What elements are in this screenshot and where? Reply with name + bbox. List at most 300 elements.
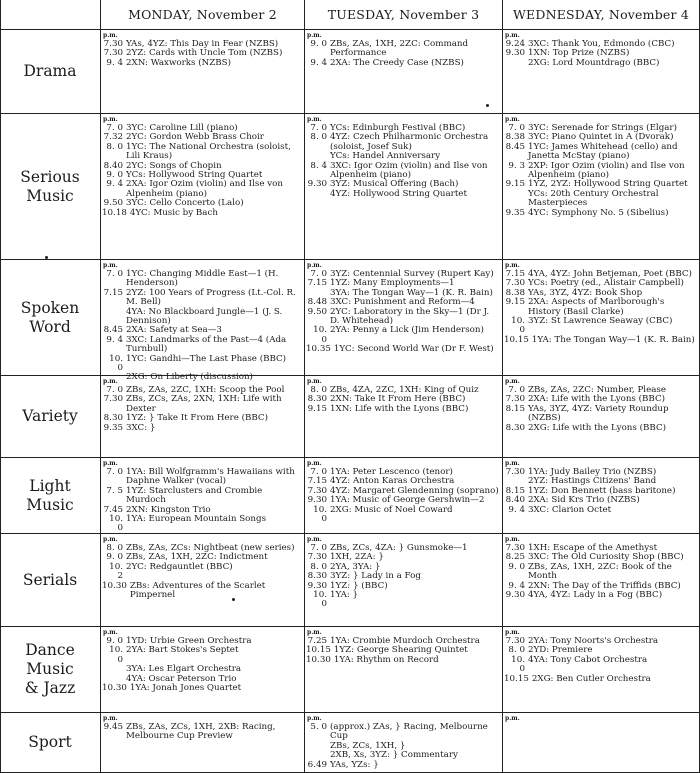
schedule-cell (102, 379, 302, 455)
programme-text: 4YZ: Anton Karas Orchestra (330, 476, 455, 487)
programme-time: 8.30 (307, 571, 327, 582)
programme-entry (504, 563, 697, 582)
programme-text: 4YZ: Czech Philharmonic Orchestra (soloist, Josef Suk) (330, 132, 489, 152)
programme-time: 10.15 (504, 334, 529, 345)
category-text (23, 62, 76, 81)
programme-text: 1YA: Rhythm on Record (333, 654, 439, 665)
pm-marker: p.m. (505, 536, 520, 543)
programme-time: 9.35 (505, 207, 525, 218)
programme-time: 7.30 (307, 552, 327, 563)
grid-line (0, 29, 700, 30)
programme-entry (306, 162, 500, 181)
schedule-cell (504, 33, 697, 111)
programme-time: 10. 0 (313, 590, 327, 610)
programme-entry (504, 656, 697, 675)
programme-text: 3YC: Cello Concerto (Lalo) (126, 198, 244, 209)
programme-time: 7. 0 (106, 269, 123, 279)
programme-text: YAs, 4YZ: This Day in Fear (NZBS) (126, 39, 279, 49)
programme-entry (504, 209, 697, 218)
programme-text: 1YA: Jonah Jones Quartet (129, 683, 242, 694)
programme-time: 10. 0 (109, 514, 123, 534)
programme-entry (504, 317, 697, 336)
programme-entry (102, 684, 302, 693)
programme-text: 2XN: The Day of the Triffids (BBC) (528, 580, 681, 591)
programme-time: 7.30 (505, 278, 525, 289)
programme-text: (approx.) ZAs, } Racing, Melbourne Cup (330, 722, 488, 742)
pm-marker: p.m. (103, 262, 118, 269)
programme-time: 7.15 (307, 476, 327, 487)
programme-text: 1YA: Judy Bailey Trio (NZBS) (528, 467, 657, 477)
pm-marker: p.m. (103, 32, 118, 39)
programme-text: 3YC: Piano Quintet in A (Dvorak) (528, 132, 674, 143)
schedule-cell (306, 263, 500, 373)
programme-entry (102, 355, 302, 374)
programme-text: 2YC: Redgauntlet (BBC) (126, 561, 233, 572)
category-label (0, 713, 100, 772)
grid-line (0, 626, 700, 627)
programme-text: 2XG: Lord Mountdrago (BBC) (528, 57, 660, 68)
programme-time: 9.30 (307, 495, 327, 506)
programme-time: 10. 0 (109, 645, 123, 665)
programme-text: 2XP: Igor Ozim (violin) and Ilse von Alpenheim (piano) (528, 160, 685, 181)
day-header-wednesday: WEDNESDAY, November 4 (512, 7, 690, 22)
category-text (22, 407, 78, 426)
programme-time: 9. 0 (106, 636, 123, 646)
programme-entry (102, 582, 302, 601)
programme-time: 6.49 (307, 759, 327, 770)
programme-entry (306, 405, 500, 414)
programme-text: 2XN: Waxworks (NZBS) (126, 57, 231, 68)
programme-time: 10. 0 (313, 504, 327, 525)
programme-text: 4YZ: Margaret Glendenning (soprano) (330, 485, 499, 496)
category-text (23, 571, 77, 590)
category-line: Variety (22, 407, 78, 425)
programme-time: 10.30 (306, 654, 331, 665)
pm-marker: p.m. (307, 536, 322, 543)
programme-time: 10. 0 (313, 325, 327, 345)
programme-time: 9. 0 (106, 552, 123, 563)
programme-time: 7.30 (505, 543, 525, 553)
programme-text: 2XA: Safety at Sea—3 (126, 325, 222, 336)
grid-line (0, 259, 700, 260)
programme-time: 8.45 (505, 141, 525, 152)
programme-text: YCs: Hollywood String Quartet (126, 170, 263, 181)
category-text (21, 299, 79, 337)
programme-entry (306, 723, 500, 742)
programme-text: 3YC: Caroline Lill (piano) (126, 123, 238, 133)
programme-entry (306, 761, 500, 770)
pm-marker: p.m. (103, 378, 118, 385)
programme-text: 2YZ: 100 Years of Progress (Lt.-Col. R. M. Bell) (126, 287, 296, 308)
programme-text: YAs, YZs: } (330, 759, 379, 770)
programme-text: 4YA, 4YZ: John Betjeman, Poet (BBC) (528, 269, 692, 279)
grid-line (0, 712, 700, 713)
schedule-cell (306, 33, 500, 111)
programme-text: 1XN: Top Prize (NZBS) (528, 48, 630, 59)
programme-text: 3XC: } (126, 422, 156, 433)
programme-time: 9.15 (505, 297, 525, 308)
pm-marker: p.m. (103, 116, 118, 123)
schedule-cell (306, 716, 500, 770)
programme-text: 1YA: Peter Lescenco (tenor) (330, 467, 453, 477)
programme-time: 7.30 (103, 48, 123, 59)
schedule-cell (102, 630, 302, 710)
schedule-cell (102, 33, 302, 111)
schedule-cell (102, 460, 302, 534)
programme-time: 10. 0 (109, 353, 123, 374)
programme-text: 2XG: Music of Noel Coward (330, 504, 453, 515)
pm-marker: p.m. (505, 715, 520, 722)
programme-text: 2XB, Xs, 3YZ: } Commentary (330, 750, 458, 761)
programme-time: 8.30 (505, 422, 525, 433)
programme-entry (102, 289, 302, 308)
schedule-cell (504, 263, 697, 373)
programme-time: 8.30 (307, 394, 327, 405)
programme-time: 9.15 (307, 403, 327, 414)
programme-text: 2XN: Take It From Here (BBC) (330, 394, 466, 405)
programme-entry (102, 424, 302, 433)
programme-text: 4YZ: Hollywood String Quartet (330, 188, 467, 199)
programme-time: 7.30 (103, 394, 123, 405)
programme-entry (504, 591, 697, 600)
programme-entry (102, 723, 302, 742)
programme-time: 8. 0 (106, 141, 123, 152)
programme-time: 7.30 (505, 394, 525, 405)
programme-entry (504, 143, 697, 162)
programme-text: ZBs, ZAs, 2ZC: Number, Please (528, 385, 666, 395)
programme-time: 9. 4 (310, 57, 327, 68)
programme-text: 1YC: Changing Middle East—1 (H. Henderson) (126, 269, 279, 289)
programme-time: 9.45 (103, 722, 123, 732)
programme-time: 7.45 (103, 504, 123, 515)
programme-text: 2XG: Life with the Lyons (BBC) (528, 422, 666, 433)
programme-time: 7.30 (307, 485, 327, 496)
programme-entry (102, 336, 302, 355)
programme-entry (102, 487, 302, 506)
programme-time: 8. 4 (310, 160, 327, 171)
programme-text: 3XC: The Old Curiosity Shop (BBC) (528, 552, 684, 563)
programme-text: 3XC: Punishment and Reform—4 (330, 297, 475, 308)
programme-text: 4YA: Tony Cabot Orchestra (528, 654, 648, 665)
programme-text: ZBs, 4ZA, 2ZC, 1XH: King of Quiz (330, 385, 479, 395)
programme-time: 10. 2 (109, 561, 123, 582)
category-label (0, 30, 100, 113)
programme-time: 7. 0 (106, 123, 123, 133)
pm-marker: p.m. (307, 378, 322, 385)
programme-time: 9. 4 (106, 334, 123, 345)
schedule-cell (306, 379, 500, 455)
programme-text: 2XN: Kingston Trio (126, 504, 211, 515)
programme-time: 7.15 (505, 269, 525, 279)
programme-entry (504, 162, 697, 181)
programme-text: 1YZ: } Take It From Here (BBC) (126, 413, 268, 424)
programme-text: YAs, 3YZ, 4YZ: Variety Roundup (NZBS) (528, 403, 669, 424)
schedule-cell (306, 461, 500, 531)
programme-text: 4YC: Music by Bach (129, 207, 218, 218)
programme-text: 1YD: Urbie Green Orchestra (126, 636, 252, 646)
programme-entry (102, 143, 302, 162)
programme-text: 3XC: Landmarks of the Past—4 (Ada Turnbull) (126, 334, 287, 355)
programme-time: 8.48 (307, 297, 327, 308)
programme-time: 9.35 (103, 422, 123, 433)
programme-text: 2XA: Aspects of Marlborough's History (Basil Clarke) (528, 297, 665, 317)
category-line: Music (26, 186, 74, 205)
pm-marker: p.m. (103, 715, 118, 722)
schedule-cell (102, 117, 302, 257)
programme-time: 10.30 (102, 580, 127, 591)
programme-text: 1YC: James Whitehead (cello) and Janetta McStay (piano) (528, 141, 678, 162)
schedule-cell (306, 537, 500, 624)
programme-time: 10.15 (504, 673, 529, 684)
programme-text: 1YA: Bill Wolfgramm's Hawaiians with Daphne Walker (vocal) (126, 467, 295, 487)
programme-time: 8. 0 (310, 385, 327, 395)
programme-time: 9.30 (307, 580, 327, 591)
programme-time: 8. 0 (508, 645, 525, 656)
programme-time: 5. 0 (310, 722, 327, 732)
programme-text: 2YC: Laboratory in the Sky—1 (Dr J. D. Whitehead) (330, 306, 490, 327)
category-label (0, 376, 100, 457)
programme-time: 7. 0 (310, 467, 327, 477)
programme-time: 7. 0 (508, 123, 525, 133)
programme-text: 3YA: The Tongan Way—1 (K. R. Bain) (330, 287, 493, 298)
programme-text: 2XA: Life with the Lyons (BBC) (528, 394, 666, 405)
programme-time: 9. 4 (508, 504, 525, 515)
programme-time: 8. 0 (310, 561, 327, 572)
programme-text: 2YA: Tony Noorts's Orchestra (528, 636, 659, 646)
pm-marker: p.m. (307, 715, 322, 722)
schedule-cell (504, 537, 697, 624)
programme-time: 7.30 (505, 467, 525, 477)
programme-text: 3XC: Thank You, Edmondo (CBC) (528, 39, 675, 49)
programme-entry (504, 59, 697, 68)
programme-text: ZBs, ZAs, ZCs, 1XH, 2XB: Racing, Melbourne Cup Preview (126, 722, 276, 742)
programme-entry (102, 59, 302, 68)
schedule-cell (306, 630, 500, 710)
programme-entry (102, 395, 302, 414)
programme-text: 3YC: Serenade for Strings (Elgar) (528, 123, 677, 133)
programme-text: 1XH, 2ZA: } (330, 552, 384, 563)
programme-entry (306, 308, 500, 327)
programme-time: 8.15 (505, 403, 525, 414)
programme-text: 1YZ: Starclusters and Crombie Murdoch (126, 485, 263, 506)
programme-text: 1YC: Gandhi—The Last Phase (BBC) (126, 353, 287, 364)
category-line: Serious (20, 167, 80, 186)
grid-line (304, 0, 305, 773)
programme-time: 9.15 (505, 179, 525, 190)
programme-time: 7. 0 (310, 543, 327, 553)
programme-text: 2XG: On Liberty (discussion) (126, 372, 253, 383)
programme-time: 7. 0 (106, 385, 123, 395)
programme-time: 8.45 (103, 325, 123, 336)
programme-entry (306, 190, 500, 199)
programme-entry (306, 59, 500, 68)
programme-time: 8.30 (103, 413, 123, 424)
programme-text: 1YZ: Don Bennett (bass baritone) (528, 485, 676, 496)
programme-text: 1YA: } (330, 590, 359, 601)
programme-text: 1YA: The Tongan Way—1 (K. R. Bain) (531, 334, 695, 345)
programme-text: 4YA, 4YZ: Lady in a Fog (BBC) (528, 590, 663, 601)
pm-marker: p.m. (505, 378, 520, 385)
programme-text: YAs, 3YZ, 4YZ: Book Shop (528, 287, 643, 298)
programme-text: ZBs, ZAs, ZCs: Nightbeat (new series) (126, 543, 295, 553)
category-line: Word (29, 317, 71, 336)
schedule-cell (504, 461, 697, 531)
programme-time: 9. 0 (508, 561, 525, 572)
programme-entry (504, 190, 697, 209)
category-label (0, 534, 100, 626)
programme-text: 3XC: Igor Ozim (violin) and Ilse von Alpenheim (piano) (330, 160, 488, 181)
pm-marker: p.m. (505, 116, 520, 123)
schedule-cell (504, 716, 697, 770)
programme-entry (504, 298, 697, 317)
programme-text: 3YZ: } Lady in a Fog (330, 571, 421, 582)
programme-time: 7. 0 (310, 269, 327, 279)
programme-text: 1YA: European Mountain Songs (126, 514, 267, 525)
programme-text: 1XH: Escape of the Amethyst (528, 543, 658, 553)
category-label (0, 458, 100, 533)
pm-marker: p.m. (505, 460, 520, 467)
programme-time: 9. 4 (106, 57, 123, 68)
programme-time: 9.50 (307, 306, 327, 317)
programme-text: 1YZ, 2YZ: Hollywood String Quartet (528, 179, 688, 190)
programme-text: ZBs, ZCs, ZAs, 2XN, 1XH: Life with Dexter (126, 394, 282, 414)
programme-entry (306, 40, 500, 59)
day-header-monday: MONDAY, November 2 (128, 7, 277, 22)
programme-text: 2XA: The Creedy Case (NZBS) (330, 57, 464, 68)
pm-marker: p.m. (505, 262, 520, 269)
programme-entry (102, 646, 302, 665)
category-text (28, 733, 72, 752)
category-text (20, 168, 79, 206)
category-line: Music (26, 660, 74, 678)
category-line: Music (26, 495, 74, 514)
programme-entry (504, 675, 697, 684)
grid-line (502, 0, 503, 773)
programme-text: 1YZ: George Shearing Quintet (333, 645, 468, 656)
programme-text: 3YA: Les Elgart Orchestra (126, 664, 242, 675)
programme-entry (306, 345, 500, 354)
programme-entry (306, 591, 500, 610)
programme-time: 10. 0 (511, 654, 525, 675)
programme-entry (504, 405, 697, 424)
programme-time: 10.18 (102, 207, 127, 218)
programme-text: 2YA, 3YA: } (330, 561, 381, 572)
programme-text: 1YZ: } (BBC) (330, 580, 388, 591)
category-label (0, 114, 100, 259)
programme-text: 4YC: Symphony No. 5 (Sibelius) (528, 207, 669, 218)
programme-text: 2YA: Penny a Lick (Jim Henderson) (330, 325, 484, 336)
schedule-cell (306, 117, 500, 257)
category-line: Sport (28, 733, 72, 751)
programme-time: 8.38 (505, 287, 525, 298)
programme-text: 3XC: Clarion Octet (528, 504, 612, 515)
programme-time: 9. 4 (106, 179, 123, 190)
schedule-cell (504, 630, 697, 710)
programme-text: 3YZ: Centennial Survey (Rupert Kay) (330, 269, 494, 279)
programme-entry (504, 424, 697, 433)
programme-entry (102, 563, 302, 582)
schedule-cell (102, 537, 302, 624)
programme-time: 8.40 (103, 160, 123, 171)
category-text (26, 477, 73, 515)
programme-time: 7.30 (505, 636, 525, 646)
programme-entry (102, 180, 302, 199)
programme-time: 9. 3 (508, 160, 525, 171)
schedule-cell (504, 379, 697, 455)
programme-text: 1YA: Music of George Gershwin—2 (330, 495, 485, 506)
programme-text: 2XA: Sid Krs Trio (NZBS) (528, 495, 640, 506)
programme-entry (306, 326, 500, 345)
category-line: & Jazz (24, 679, 76, 697)
programme-time: 8. 0 (106, 543, 123, 553)
programme-text: 4YA: Oscar Peterson Trio (126, 673, 237, 684)
programme-entry (102, 515, 302, 534)
programme-entry (306, 656, 500, 665)
programme-text: 1YZ: Many Employments—1 (330, 278, 455, 289)
pm-marker: p.m. (307, 116, 322, 123)
programme-time: 7.30 (103, 39, 123, 49)
programme-time: 7.32 (103, 132, 123, 143)
programme-text: YCs: Poetry (ed., Alistair Campbell) (528, 278, 684, 289)
programme-entry (306, 506, 500, 525)
programme-time: 7. 5 (106, 485, 123, 496)
category-line: Light (29, 476, 71, 495)
programme-text: ZBs: Adventures of the Scarlet Pimpernel (129, 580, 266, 601)
programme-entry (306, 133, 500, 152)
programme-time: 7.15 (103, 287, 123, 298)
programme-text: 1YA: Crombie Murdoch Orchestra (330, 636, 480, 646)
programme-time: 8.38 (505, 132, 525, 143)
programme-time: 9. 4 (508, 580, 525, 591)
programme-text: 2YZ: Hastings Citizens' Band (528, 476, 657, 487)
grid-line (100, 0, 101, 773)
schedule-cell (102, 262, 302, 383)
programme-text: 2YC: Gordon Webb Brass Choir (126, 132, 264, 143)
pm-marker: p.m. (103, 536, 118, 543)
programme-time: 9.30 (505, 590, 525, 601)
category-line: Drama (23, 62, 77, 80)
programme-time: 9. 0 (106, 170, 123, 181)
programme-time: 7.15 (307, 278, 327, 289)
programme-entry (102, 209, 302, 218)
category-line: Spoken (20, 298, 80, 317)
programme-time: 8.15 (505, 485, 525, 496)
pm-marker: p.m. (307, 460, 322, 467)
programme-time: 9.30 (307, 179, 327, 190)
pm-marker: p.m. (103, 460, 118, 467)
programme-entry (102, 270, 302, 289)
programme-text: YCs: 20th Century Orchestral Masterpieces (528, 188, 659, 209)
grid-line (0, 113, 700, 114)
programme-text: 3YZ: St Lawrence Seaway (CBC) (528, 316, 673, 327)
programme-text: YCs: Edinburgh Festival (BBC) (330, 123, 466, 133)
programme-time: 10. 0 (511, 316, 525, 336)
day-header-tuesday: TUESDAY, November 3 (327, 7, 480, 22)
programme-text: ZBs, ZAs, 2ZC, 1XH: Scoop the Pool (126, 385, 285, 395)
programme-time: 9.30 (505, 48, 525, 59)
programme-entry (504, 506, 697, 515)
programme-text: ZBs, ZCs, 4ZA: } Gunsmoke—1 (330, 543, 468, 553)
programme-time: 7.25 (307, 636, 327, 646)
programme-time: 8. 0 (310, 132, 327, 143)
programme-text: 4YA: No Blackboard Jungle—1 (J. S. Dennison) (126, 306, 283, 327)
category-label (0, 627, 100, 712)
category-line: Dance (25, 641, 75, 659)
schedule-cell (504, 117, 697, 257)
programme-text: YCs: Handel Anniversary (330, 151, 441, 162)
category-label (0, 260, 100, 375)
programme-text: 2XA: Igor Ozim (violin) and Ilse von Alpenheim (piano) (126, 179, 283, 199)
